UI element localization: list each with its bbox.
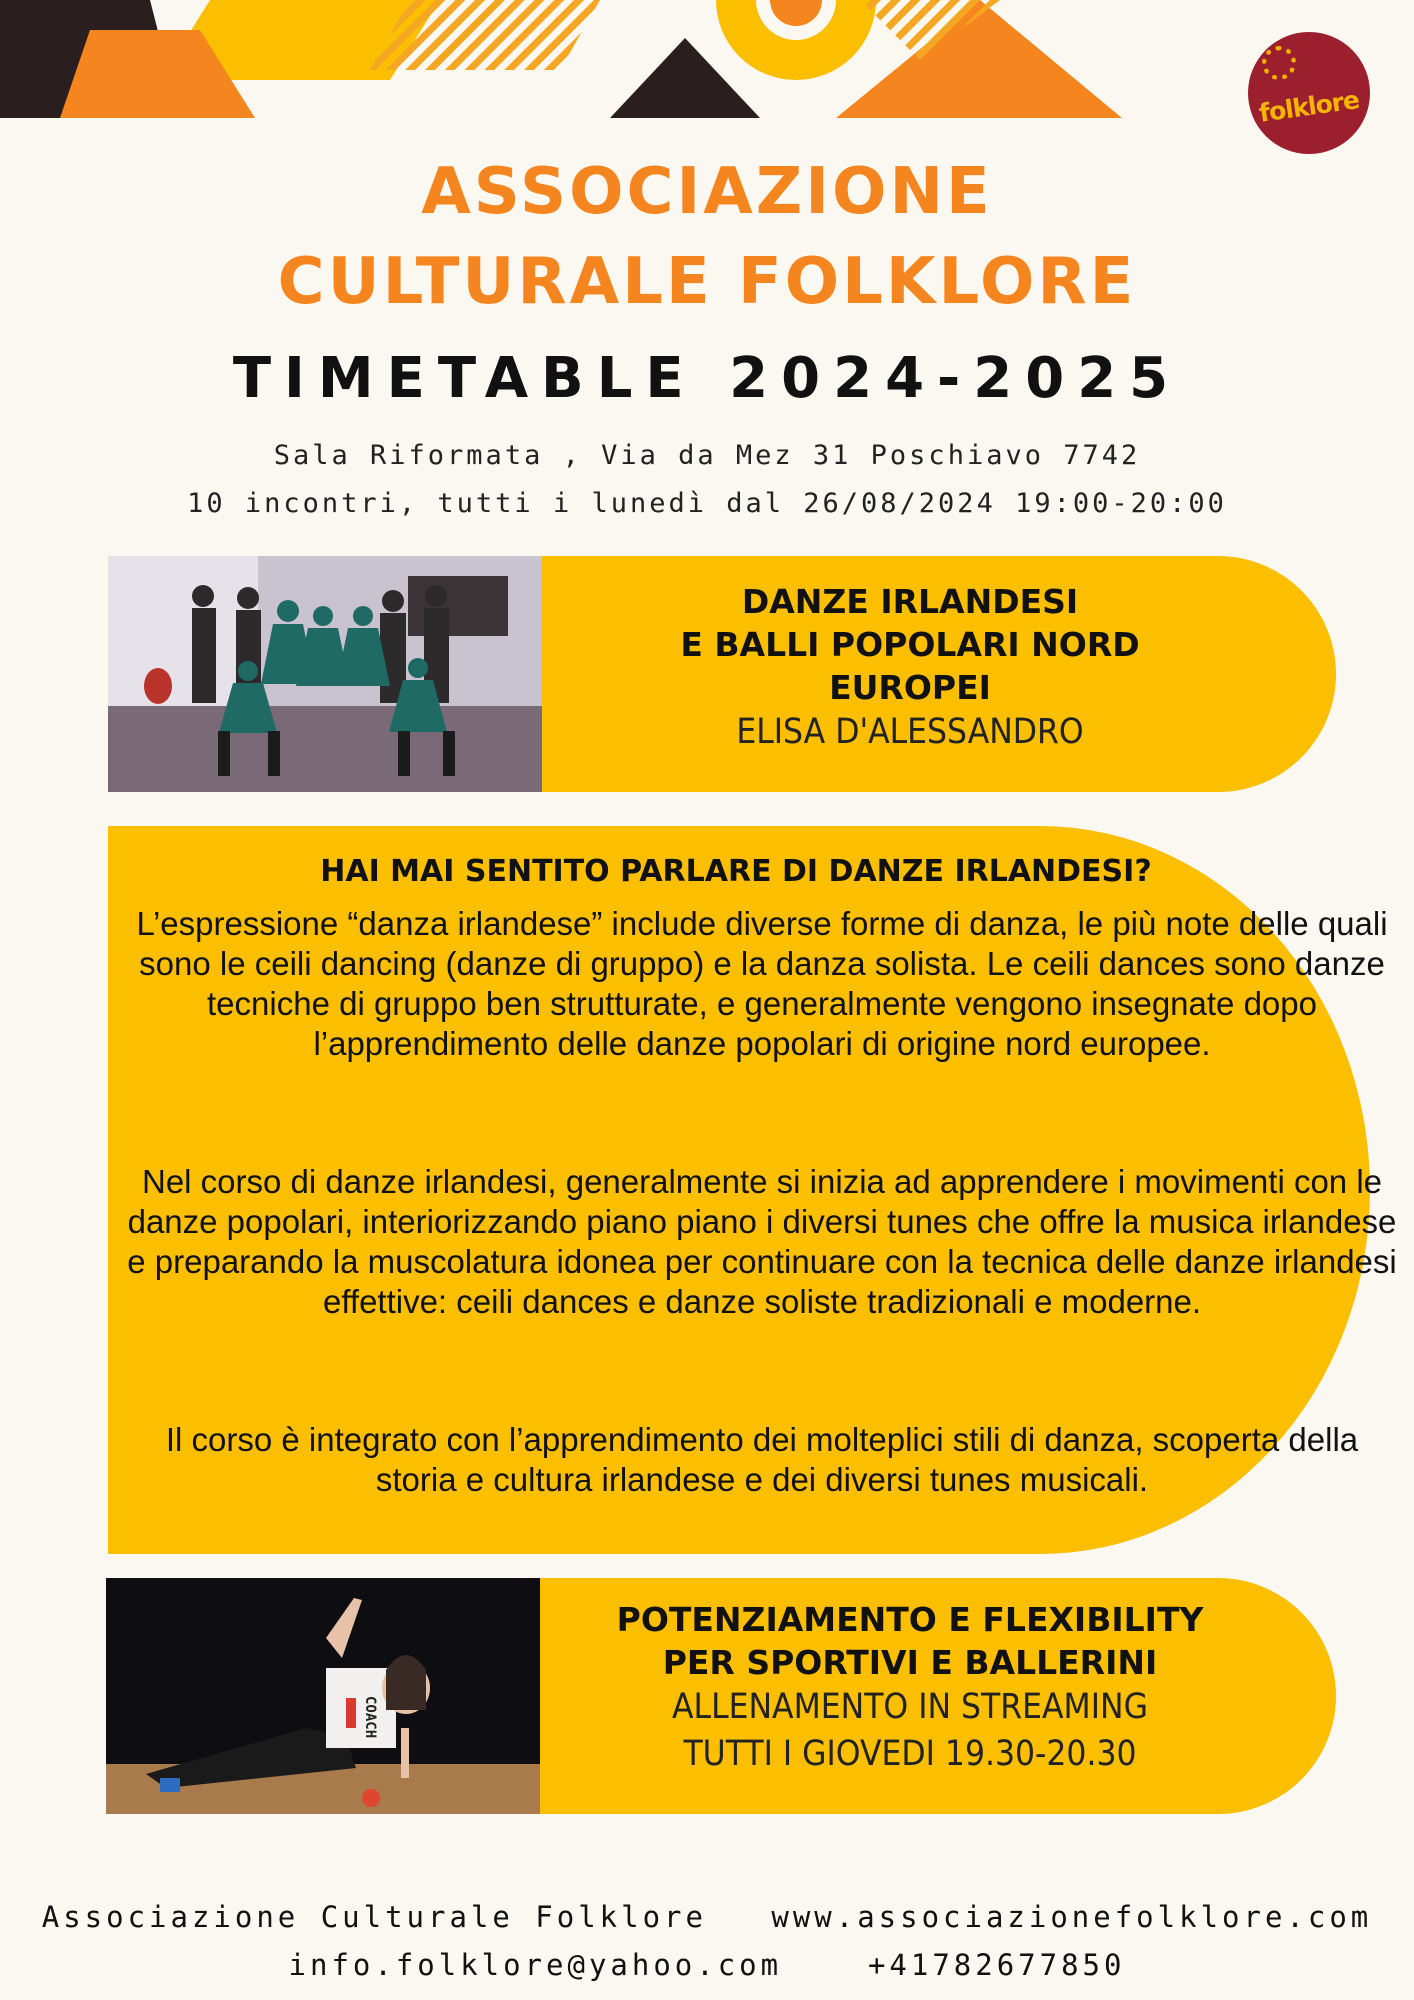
footer-website[interactable]: www.associazionefolklore.com: [771, 1900, 1373, 1934]
description-box: [108, 826, 1397, 1554]
course2-photo: [106, 1578, 540, 1814]
course2-sub-line2: TUTTI I GIOVEDI 19.30-20.30: [683, 1734, 1137, 1774]
course1-title-line3: EUROPEI: [829, 668, 991, 707]
sun-icon: [1262, 46, 1296, 80]
description-question: HAI MAI SENTITO PARLARE DI DANZE IRLANDESI?: [320, 854, 1152, 889]
course1-title-line1: DANZE IRLANDESI: [741, 582, 1079, 621]
course2-title-line2: PER SPORTIVI E BALLERINI: [662, 1643, 1158, 1682]
location-text: Sala Riformata , Via da Mez 31 Poschiavo 7742: [273, 440, 1141, 471]
course1-photo: [108, 556, 542, 792]
footer-org: Associazione Culturale Folklore: [41, 1900, 707, 1934]
course1-text: [542, 580, 1278, 756]
description-paragraph-2: Nel corso di danze irlandesi, generalmente si inizia ad apprendere i movimenti con le danze popolari, interiorizzando piano piano i diversi tunes che offre la musica irlandese e preparando la muscolatura idonea per continuare con la tecnica delle danze irlandesi effettive: ceili dances e danze soliste tradizionali e moderne.: [127, 1163, 1397, 1320]
footer-phone[interactable]: +41782677850: [867, 1948, 1126, 1982]
course1-title-line2: E BALLI POPOLARI NORD: [680, 625, 1140, 664]
title-line-1: ASSOCIAZIONE: [421, 155, 993, 229]
header-decoration: [0, 0, 1414, 130]
description-paragraph-3: Il corso è integrato con l’apprendimento dei molteplici stili di danza, scoperta della storia e cultura irlandese e dei diversi tunes musicali.: [165, 1421, 1359, 1498]
course2-text: [542, 1598, 1278, 1778]
logo-text: folklore: [1257, 85, 1361, 128]
course2-title-line1: POTENZIAMENTO E FLEXIBILITY: [616, 1600, 1204, 1639]
footer-line2: [0, 1948, 1414, 1982]
course1-teacher: ELISA D'ALESSANDRO: [736, 712, 1084, 752]
course2-sub-line1: ALLENAMENTO IN STREAMING: [672, 1687, 1148, 1727]
shirt-text: COACH: [362, 1696, 378, 1739]
timetable-subtitle: TIMETABLE 2024-2025: [232, 346, 1182, 411]
description-paragraph-1: L’espressione “danza irlandese” include diverse forme di danza, le più note delle quali sono le ceili dancing (danze di gruppo) e la danza solista. Le ceili dances sono danze tecniche di gruppo ben strutturate, e generalmente vengono insegnate dopo l’apprendimento delle danze popolari di origine nord europee.: [136, 905, 1388, 1062]
footer-line1: [0, 1900, 1414, 1934]
schedule-text: 10 incontri, tutti i lunedì dal 26/08/2024 19:00-20:00: [187, 488, 1227, 519]
footer-email[interactable]: info.folklore@yahoo.com: [288, 1948, 783, 1982]
title-line-2: CULTURALE FOLKLORE: [277, 245, 1137, 319]
folklore-logo: [1248, 32, 1370, 154]
